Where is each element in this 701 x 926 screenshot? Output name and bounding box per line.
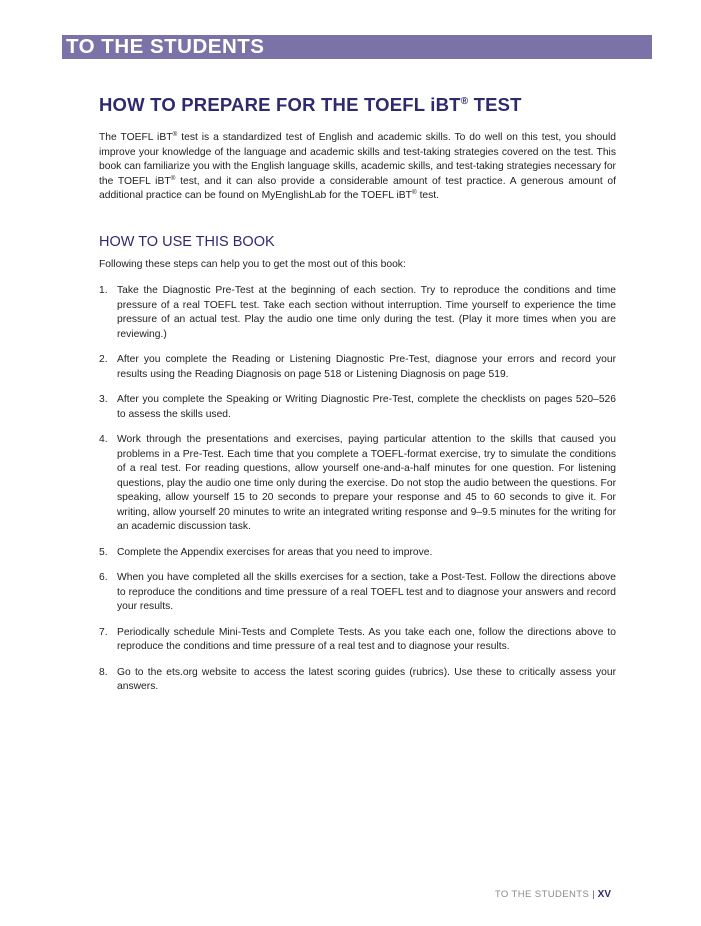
step-item xyxy=(99,284,616,342)
registered-mark: ® xyxy=(460,95,469,107)
intro-text: test. xyxy=(416,190,440,201)
step-item xyxy=(99,393,616,422)
step-number: 1. xyxy=(99,285,108,296)
step-number: 3. xyxy=(99,394,108,405)
section-lead: Following these steps can help you to get the most out of this book: xyxy=(99,259,406,270)
intro-paragraph xyxy=(99,131,616,204)
step-text: Periodically schedule Mini-Tests and Complete Tests. As you take each one, follow the directions above to reproduce the conditions and time pressure of a real test and to diagnose your results. xyxy=(117,626,616,652)
page-number: XV xyxy=(597,889,611,900)
step-item xyxy=(99,433,616,535)
page-title xyxy=(99,92,619,118)
step-number: 7. xyxy=(99,626,108,638)
step-item xyxy=(99,571,616,615)
page-title-text: HOW TO PREPARE FOR THE TOEFL iBT xyxy=(99,94,461,115)
step-text: After you complete the Reading or Listening Diagnostic Pre-Test, diagnose your errors and record your results using the Reading Diagnosis on page 518 or Listening Diagnosis on page 519. xyxy=(117,354,616,380)
page-title-suffix: TEST xyxy=(468,94,522,115)
step-text: Complete the Appendix exercises for areas that you need to improve. xyxy=(117,546,433,558)
footer-separator: | xyxy=(592,889,595,900)
step-text: Work through the presentations and exercises, paying particular attention to the skills that caused you problems in a Pre-Test. Each time that you complete a TOEFL-format exercise, try to simulate the conditions of a real test. For reading questions, allow yourself one-and-a-half minutes for one question. For listening questions, play the audio one time only during the exercise. Do not stop the audio between the questions. For speaking, allow yourself 15 to 20 seconds to prepare your response and 45 to 60 seconds to give it. For writing, allow yourself 20 minutes to write an integrated writing response and 9–9.5 minutes for the writing for an academic discussion task. xyxy=(117,434,616,532)
step-number: 2. xyxy=(99,354,108,365)
steps-list xyxy=(99,284,616,706)
step-item xyxy=(99,353,616,382)
step-number: 6. xyxy=(99,572,108,583)
intro-text: The TOEFL iBT xyxy=(99,132,173,143)
step-text: Go to the ets.org website to access the latest scoring guides (rubrics). Use these to critically assess your answers. xyxy=(117,666,616,692)
step-text: When you have completed all the skills exercises for a section, take a Post-Test. Follow the directions above to reproduce the conditions and time pressure of a real TOEFL test and to diagnose your answers and record your results. xyxy=(117,572,616,612)
step-item xyxy=(99,666,616,695)
registered-mark: ® xyxy=(170,174,176,182)
step-number: 5. xyxy=(99,546,108,558)
footer-section-label: TO THE STUDENTS xyxy=(494,889,590,900)
step-number: 4. xyxy=(99,434,108,445)
banner-title: TO THE STUDENTS xyxy=(66,35,265,58)
step-item xyxy=(99,546,616,561)
intro-text: test is a standardized test of English and academic skills. To do well on this test, you should improve your knowledge of the language and academic skills and test-taking strategies covered on the test. This book can familiarize you with the English language skills, academic skills, and test-taking strategies necessary for the TOEFL iBT xyxy=(99,132,616,187)
step-item xyxy=(99,626,616,655)
step-text: After you complete the Speaking or Writing Diagnostic Pre-Test, complete the checklists on pages 520–526 to assess the skills used. xyxy=(117,394,616,420)
step-number: 8. xyxy=(99,666,108,678)
page-footer xyxy=(495,888,611,902)
section-heading: HOW TO USE THIS BOOK xyxy=(99,234,275,250)
registered-mark: ® xyxy=(172,131,178,138)
section-banner xyxy=(62,35,652,59)
step-text: Take the Diagnostic Pre-Test at the beginning of each section. Try to reproduce the conditions and time pressure of a real TOEFL test. Take each section without interruption. Time yourself to experience the time pressure of an actual test. Play the audio one time only during the test. (Play it more times when you are reviewing.) xyxy=(117,285,616,340)
registered-mark: ® xyxy=(411,189,417,196)
intro-text: test, and it can also provide a considerable amount of test practice. A generous amount of additional practice can be found on MyEnglishLab for the TOEFL iBT xyxy=(99,175,616,201)
